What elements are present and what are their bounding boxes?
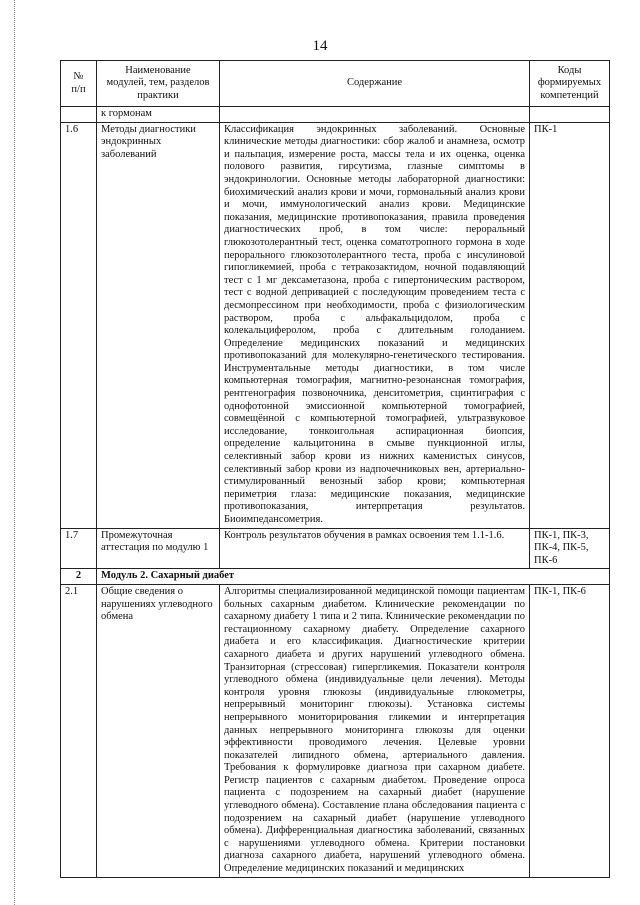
module-number: 2 (61, 569, 97, 585)
row-codes: ПК-1, ПК-6 (530, 584, 610, 877)
page-number: 14 (312, 38, 328, 54)
row-codes: ПК-1, ПК-3, ПК-4, ПК-5, ПК-6 (530, 528, 610, 569)
header-codes: Коды формируемых компетенций (530, 61, 610, 107)
row-number: 1.6 (61, 122, 97, 528)
row-topic: Общие сведения о нарушениях углеводного обмена (97, 584, 220, 877)
row-content: Классификация эндокринных заболеваний. Основные клинические методы диагностики: сбор жалоб и анамнеза, осмотр и пальпация, измерение роста, массы тела и их оценка, оценка полового развития, гирсутизма, глазные симптомы в эндокринологии. Основные методы лабораторной диагностики: биохимический анализ крови и мочи, гормональный анализ крови и мочи, иммунологический анализ крови. Медицинские показания, медицинские противопоказания, правила проведения диагностических проб, в том числе: пероральный глюкозотолерантный тест, оценка соматотропного гормона в ходе перорального глюкозотолерантного теста, проба с инсулиновой гипогликемией, проба с тетракозактидом, ночной подавляющий тест с 1 мг дексаметазона, проба с гипертоническим раствором, тест с водной депривацией с последующим проведением теста с десмопрессином при необходимости, проба с физиологическим раствором, проба с альфакальцидолом, проба с колекальциферолом, проба с длительным голоданием. Определение медицинских показаний и медицинских противопоказаний для молекулярно-генетического тестирования. Инструментальные методы диагностики, в том числе компьютерная томография, магнитно-резонансная томография, рентгенография позвоночника, денситометрия, сцинтиграфия с однофотонной эмиссионной компьютерной томографией, совмещённой с компьютерной томографией, ультразвуковое исследование, тонкоигольная аспирационная биопсия, определение кальцитонина в смыве пункционной иглы, селективный забор крови из нижних каменистых синусов, селективный забор крови из надпочечниковых вен, артериально-стимулированный венозный забор крови; компьютерная периметрия глаза: медицинские показания, медицинские противопоказания, интерпретация результатов. Биоимпедансометрия. (220, 122, 530, 528)
row-content: Контроль результатов обучения в рамках освоения тем 1.1-1.6. (220, 528, 530, 569)
row-topic: Методы диагностики эндокринных заболеваний (97, 122, 220, 528)
continuation-text: к гормонам (97, 107, 220, 123)
row-number: 2.1 (61, 584, 97, 877)
curriculum-table (60, 60, 610, 878)
page-margin-line (14, 0, 15, 905)
header-number: № п/п (61, 61, 97, 107)
table-row (61, 528, 610, 569)
table-row (61, 122, 610, 528)
row-topic: Промежуточная аттестация по модулю 1 (97, 528, 220, 569)
module-row (61, 569, 610, 585)
header-content: Содержание (220, 61, 530, 107)
row-codes: ПК-1 (530, 122, 610, 528)
continuation-row (61, 107, 610, 123)
header-name: Наименование модулей, тем, разделов практики (97, 61, 220, 107)
row-number: 1.7 (61, 528, 97, 569)
table-row (61, 584, 610, 877)
module-title: Модуль 2. Сахарный диабет (97, 569, 610, 585)
table-header-row (61, 61, 610, 107)
row-content: Алгоритмы специализированной медицинской помощи пациентам больных сахарным диабетом. Клинические рекомендации по сахарному диабету 1 типа и 2 типа. Клинические рекомендации по гестационному сахарному диабету. Определение сахарного диабета и его классификация. Диагностические критерии сахарного диабета и других нарушений углеводного обмена. Транзиторная (стрессовая) гипергликемия. Показатели контроля углеводного обмена (индивидуальные цели лечения). Методы контроля уровня глюкозы (индивидуальные глюкометры, непрерывный мониторинг глюкозы). Установка системы непрерывного мониторирования гликемии и интерпретация данных непрерывного мониторинга глюкозы для оценки эффективности проводимого лечения. Целевые уровни показателей липидного обмена, артериального давления. Требования к формулировке диагноза при сахарном диабете. Регистр пациентов с сахарным диабетом. Проведение опроса пациента с подозрением на сахарный диабет (нарушение углеводного обмена). Составление плана обследования пациента с подозрением на сахарный диабет (нарушение углеводного обмена). Дифференциальная диагностика заболеваний, связанных с нарушениями углеводного обмена. Критерии постановки диагноза сахарного диабета, нарушений углеводного обмена. Определение медицинских показаний и медицинских (220, 584, 530, 877)
